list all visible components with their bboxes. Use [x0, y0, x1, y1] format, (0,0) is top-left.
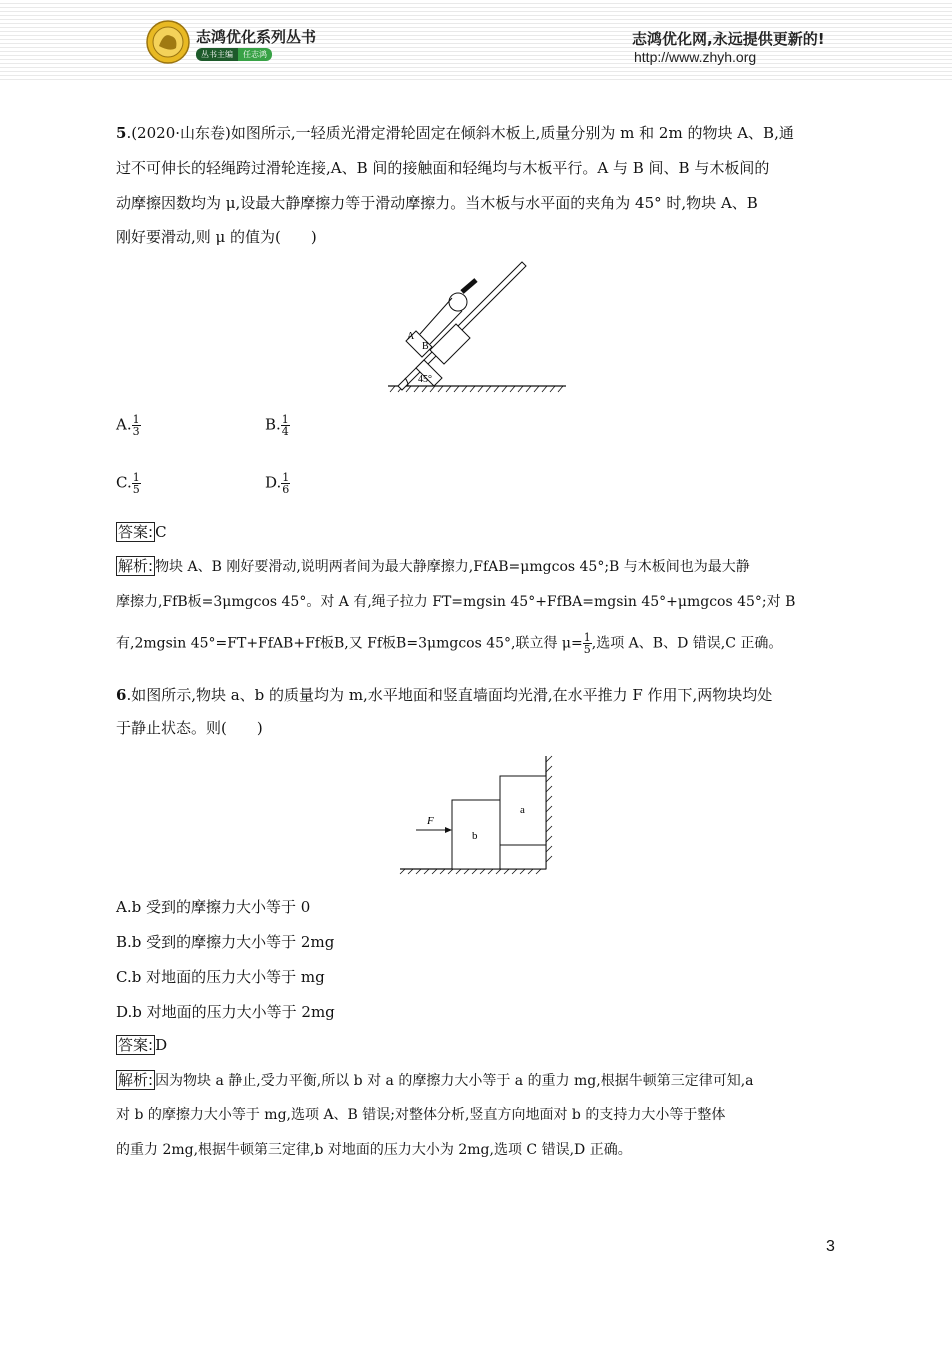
- q6-option-d[interactable]: D.b 对地面的压力大小等于 2mg: [116, 1003, 335, 1021]
- q6-line-2: 于静止状态。则( ): [116, 719, 263, 737]
- editor-name: 任志鸿: [238, 48, 272, 61]
- fig-angle-label: 45°: [418, 374, 432, 385]
- analysis-tag: 解析:: [118, 557, 154, 575]
- editor-label: 丛书主编: [196, 48, 238, 61]
- blocks-figure: [396, 752, 558, 876]
- analysis-tag: 解析:: [118, 1071, 154, 1089]
- answer-tag: 答案:: [118, 523, 154, 541]
- q6-line-1: 6.如图所示,物块 a、b 的质量均为 m,水平地面和竖直墙面均光滑,在水平推力 F 作用下,两物块均处: [116, 686, 773, 704]
- fig-label-b: B: [422, 341, 429, 352]
- q5-option-c[interactable]: C. $\frac{1}{5}$: [116, 471, 140, 496]
- series-title: 志鸿优化系列丛书: [196, 28, 317, 46]
- incline-figure: [386, 256, 570, 394]
- q5-answer: 答案: C: [118, 523, 167, 541]
- header-slogan: 志鸿优化网,永远提供更新的!: [632, 30, 825, 48]
- q5-option-d[interactable]: D. $\frac{1}{6}$: [265, 471, 290, 496]
- q5-line-4: 刚好要滑动,则 μ 的值为( ): [116, 228, 317, 246]
- q6-answer: 答案: D: [118, 1036, 168, 1054]
- block-b-label: b: [472, 830, 478, 842]
- q5-option-a[interactable]: A. $\frac{1}{3}$: [116, 413, 140, 438]
- answer-tag: 答案:: [118, 1036, 154, 1054]
- q6-number: 6: [116, 686, 127, 704]
- page-number: 3: [826, 1238, 835, 1255]
- q6-option-a[interactable]: A.b 受到的摩擦力大小等于 0: [116, 898, 311, 916]
- q6-option-b[interactable]: B.b 受到的摩擦力大小等于 2mg: [116, 933, 335, 951]
- q5-number: 5: [116, 124, 127, 142]
- force-label: F: [427, 815, 434, 827]
- fig-label-a: A: [407, 331, 415, 342]
- q5-line-1: 5.(2020·山东卷)如图所示,一轻质光滑定滑轮固定在倾斜木板上,质量分别为 m 和 2m 的物块 A、B,通: [116, 124, 794, 142]
- q5-analysis-1: 解析: 物块 A、B 刚好要滑动,说明两者间为最大静摩擦力,FfAB=μmgcos 45°;B 与木板间也为最大静: [118, 557, 750, 575]
- q6-analysis-2: 对 b 的摩擦力大小等于 mg,选项 A、B 错误;对整体分析,竖直方向地面对 b 的支持力大小等于整体: [116, 1107, 726, 1123]
- q6-analysis-1: 解析: 因为物块 a 静止,受力平衡,所以 b 对 a 的摩擦力大小等于 a 的重力 mg,根据牛顿第三定律可知,a: [118, 1071, 754, 1089]
- q5-analysis-2: 摩擦力,FfB板=3μmgcos 45°。对 A 有,绳子拉力 FT=mgsin 45°+FfBA=mgsin 45°+μmgcos 45°;对 B: [116, 594, 796, 610]
- editor-badge: [196, 48, 272, 61]
- q6-option-c[interactable]: C.b 对地面的压力大小等于 mg: [116, 968, 325, 986]
- q5-analysis-3: 有,2mgsin 45°=FT+FfAB+Ff板B,又 Ff板B=3μmgcos 45°,联立得 μ= $\frac{1}{5}$ ,选项 A、B、D 错误,C 正确。: [116, 631, 783, 656]
- q5-line-2: 过不可伸长的轻绳跨过滑轮连接,A、B 间的接触面和轻绳均与木板平行。A 与 B 间、B 与木板间的: [116, 159, 770, 177]
- q5-option-b[interactable]: B. $\frac{1}{4}$: [265, 413, 289, 438]
- block-a-label: a: [520, 804, 525, 816]
- header-url[interactable]: http://www.zhyh.org: [634, 49, 757, 65]
- zhihong-seal-logo-icon: [146, 20, 190, 64]
- q6-analysis-3: 的重力 2mg,根据牛顿第三定律,b 对地面的压力大小为 2mg,选项 C 错误,D 正确。: [116, 1142, 632, 1158]
- q5-line-3: 动摩擦因数均为 μ,设最大静摩擦力等于滑动摩擦力。当木板与水平面的夹角为 45° 时,物块 A、B: [116, 194, 758, 212]
